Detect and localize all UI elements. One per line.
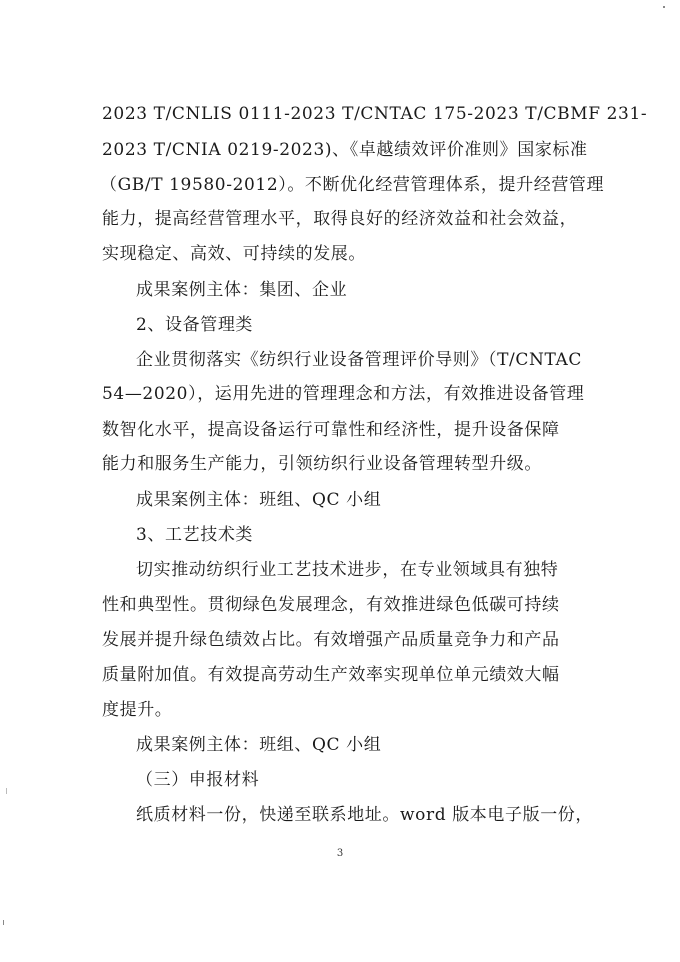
body-line-1: 2023 T/CNLIS 0111-2023 T/CNTAC 175-2023 T/CBMF 231- bbox=[102, 104, 648, 124]
body-line-10: 切实推动纺织行业工艺技术进步，在专业领域具有独特 bbox=[136, 560, 559, 580]
subject-line-team-1: 成果案例主体：班组、QC 小组 bbox=[136, 490, 382, 510]
body-line-7: 54—2020），运用先进的管理理念和方法，有效推进设备管理 bbox=[102, 384, 585, 404]
body-line-2: 2023 T/CNIA 0219-2023)、《卓越绩效评价准则》国家标准 bbox=[102, 140, 588, 160]
scan-speck bbox=[663, 6, 665, 8]
subject-line-team-2: 成果案例主体：班组、QC 小组 bbox=[136, 735, 382, 755]
body-line-9: 能力和服务生产能力，引领纺织行业设备管理转型升级。 bbox=[102, 454, 542, 474]
body-line-5: 实现稳定、高效、可持续的发展。 bbox=[102, 244, 366, 264]
section-heading-equipment: 2、设备管理类 bbox=[136, 315, 254, 335]
body-line-15: 纸质材料一份，快递至联系地址。word 版本电子版一份， bbox=[136, 805, 593, 825]
body-line-14: 度提升。 bbox=[102, 700, 173, 720]
body-line-12: 发展并提升绿色绩效占比。有效增强产品质量竞争力和产品 bbox=[102, 630, 560, 650]
subject-line-group: 成果案例主体：集团、企业 bbox=[136, 280, 348, 300]
scan-speck bbox=[3, 920, 4, 925]
section-heading-materials: （三）申报材料 bbox=[136, 770, 260, 790]
scan-speck bbox=[6, 788, 7, 794]
section-heading-process: 3、工艺技术类 bbox=[136, 525, 254, 545]
body-line-4: 能力，提高经营管理水平，取得良好的经济效益和社会效益， bbox=[102, 209, 578, 229]
body-line-11: 性和典型性。贯彻绿色发展理念，有效推进绿色低碳可持续 bbox=[102, 595, 560, 615]
body-line-3: （GB/T 19580-2012）。不断优化经营管理体系，提升经营管理 bbox=[100, 175, 605, 195]
page-number: 3 bbox=[336, 848, 344, 859]
body-line-6: 企业贯彻落实《纺织行业设备管理评价导则》（T/CNTAC bbox=[136, 350, 582, 370]
body-line-8: 数智化水平，提高设备运行可靠性和经济性，提升设备保障 bbox=[102, 420, 560, 440]
body-line-13: 质量附加值。有效提高劳动生产效率实现单位单元绩效大幅 bbox=[102, 665, 560, 685]
